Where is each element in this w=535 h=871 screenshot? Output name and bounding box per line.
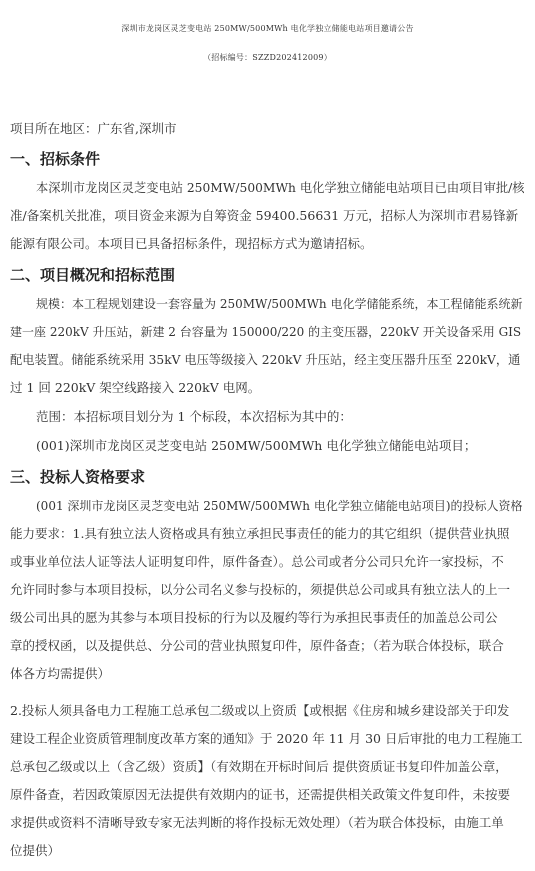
paragraph-line: 级公司出具的愿为其参与本项目投标的行为以及履约等行为承担民事责任的加盖总公司公: [10, 610, 498, 625]
paragraph-line: 原件备查，若因政策原因无法提供有效期内的证书，还需提供相关政策文件复印件，未按要: [10, 787, 511, 802]
section-heading-tender-conditions: 一、招标条件: [10, 150, 101, 168]
paragraph-line: 或事业单位法人证等法人证明复印件，原件备查）。总公司或者分公司只允许一家投标，不: [10, 554, 504, 569]
section-heading-project-overview: 二、项目概况和招标范围: [10, 266, 176, 284]
paragraph-line: 允许同时参与本项目投标，以分公司名义参与投标的，须提供总公司或具有独立法人的上一: [10, 582, 511, 597]
paragraph-line: 章的授权函，以及提供总、分公司的营业执照复印件，原件备查；（若为联合体投标，联合: [10, 638, 504, 653]
paragraph-line: 位提供）: [10, 843, 61, 858]
paragraph-line: (001)深圳市龙岗区灵芝变电站 250MW/500MWh 电化学独立储能电站项目；: [36, 438, 477, 453]
paragraph-line: 本深圳市龙岗区灵芝变电站 250MW/500MWh 电化学独立储能电站项目已由项目审批/核: [36, 181, 525, 195]
paragraph-line: 体各方均需提供）: [10, 666, 111, 681]
paragraph-line: 能力要求：1.具有独立法人资格或具有独立承担民事责任的能力的其它组织（提供营业执照: [10, 526, 510, 541]
document-title: 深圳市龙岗区灵芝变电站 250MW/500MWh 电化学独立储能电站项目邀请公告: [121, 24, 414, 33]
paragraph-line: 准/备案机关批准，项目资金来源为自筹资金 59400.56631 万元，招标人为深圳市君易锋新: [10, 208, 519, 223]
project-location: 项目所在地区：广东省,深圳市: [10, 121, 177, 136]
section-heading-bidder-qualifications: 三、投标人资格要求: [10, 468, 146, 486]
paragraph-line: 能源有限公司。本项目已具备招标条件，现招标方式为邀请招标。: [10, 236, 373, 251]
paragraph-line: 2.投标人须具备电力工程施工总承包二级或以上资质【或根据《住房和城乡建设部关于印发: [10, 703, 510, 718]
paragraph-line: 过 1 回 220kV 架空线路接入 220kV 电网。: [10, 380, 261, 395]
paragraph-line: 求提供或资料不清晰导致专家无法判断的将作投标无效处理）（若为联合体投标，由施工单: [10, 815, 504, 830]
paragraph-line: 总承包乙级或以上（含乙级）资质】（有效期在开标时间后 提供资质证书复印件加盖公章，: [10, 759, 508, 774]
tender-number: （招标编号：SZZD202412009）: [203, 53, 332, 62]
paragraph-line: 范围：本招标项目划分为 1 个标段，本次招标为其中的：: [36, 409, 352, 424]
paragraph-line: 建一座 220kV 升压站，新建 2 台容量为 150000/220 的主变压器，220kV 开关设备采用 GIS: [10, 325, 522, 339]
paragraph-line: 建设工程企业资质管理制度改革方案的通知》于 2020 年 11 月 30 日后审批的电力工程施工: [10, 731, 523, 746]
paragraph-line: 配电装置。储能系统采用 35kV 电压等级接入 220kV 升压站，经主变压器升压至 220kV，通: [10, 353, 521, 367]
paragraph-line: (001 深圳市龙岗区灵芝变电站 250MW/500MWh 电化学独立储能电站项目)的投标人资格: [36, 499, 523, 513]
paragraph-line: 规模：本工程规划建设一套容量为 250MW/500MWh 电化学储能系统，本工程储能系统新: [36, 297, 523, 311]
